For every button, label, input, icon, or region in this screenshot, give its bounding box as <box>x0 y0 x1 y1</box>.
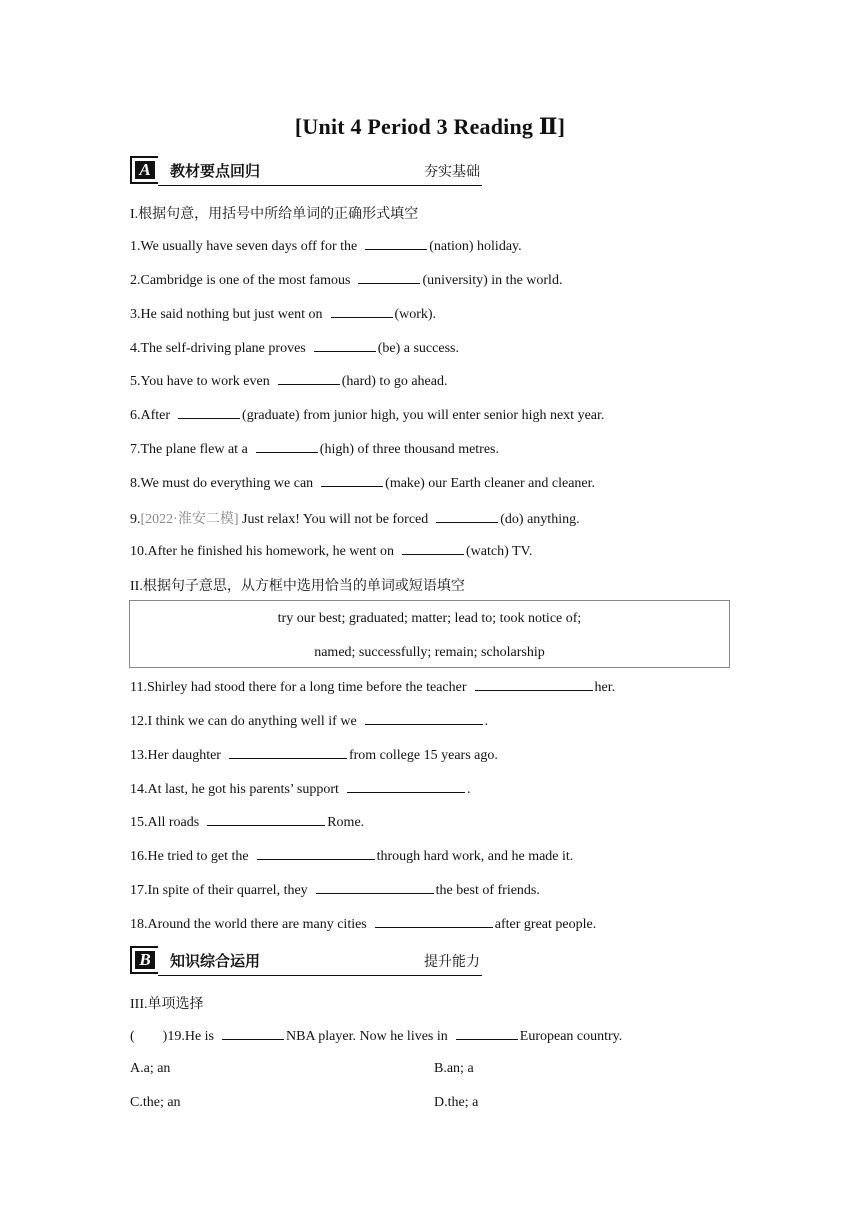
banner-b-tag: 提升能力 <box>424 954 480 970</box>
option-c[interactable]: C.the; an <box>130 1095 181 1110</box>
question-13: 13.Her daughter from college 15 years ago. <box>130 748 498 763</box>
question-18: 18.Around the world there are many cities after great people. <box>130 917 597 932</box>
question-2: 2.Cambridge is one of the most famous (university) in the world. <box>130 273 563 288</box>
answer-blank[interactable] <box>358 271 420 284</box>
banner-b-name: 知识综合运用 <box>170 952 261 970</box>
question-3: 3.He said nothing but just went on (work). <box>130 307 437 322</box>
badge-a-icon: A <box>130 156 158 184</box>
answer-blank[interactable] <box>436 510 498 523</box>
answer-blank[interactable] <box>256 440 318 453</box>
question-10: 10.After he finished his homework, he went on (watch) TV. <box>130 544 533 559</box>
answer-blank[interactable] <box>375 915 493 928</box>
page-title: [Unit 4 Period 3 Reading Ⅱ] <box>294 114 566 139</box>
answer-blank[interactable] <box>278 372 340 385</box>
question-4: 4.The self-driving plane proves (be) a success. <box>130 341 459 356</box>
answer-blank[interactable] <box>347 780 465 793</box>
banner-a-tag: 夯实基础 <box>424 164 480 180</box>
section-heading-1: I.根据句意，用括号中所给单词的正确形式填空 <box>130 207 419 222</box>
banner-b-rule <box>158 975 482 976</box>
section-banner-a <box>130 156 482 186</box>
section-banner-b <box>130 946 482 976</box>
word-bank-line-2: named; successfully; remain; scholarship <box>314 645 545 660</box>
option-a[interactable]: A.a; an <box>130 1061 171 1076</box>
question-16: 16.He tried to get the through hard work, and he made it. <box>130 849 574 864</box>
question-14: 14.At last, he got his parents’ support . <box>130 782 471 797</box>
word-bank-line-1: try our best; graduated; matter; lead to; took notice of; <box>277 611 582 626</box>
option-b[interactable]: B.an; a <box>434 1061 474 1076</box>
question-6: 6.After (graduate) from junior high, you will enter senior high next year. <box>130 408 605 423</box>
answer-blank[interactable] <box>365 712 483 725</box>
answer-blank[interactable] <box>314 339 376 352</box>
question-7: 7.The plane flew at a (high) of three thousand metres. <box>130 442 500 457</box>
answer-blank[interactable] <box>456 1027 518 1040</box>
option-d[interactable]: D.the; a <box>434 1095 479 1110</box>
badge-b-icon: B <box>130 946 158 974</box>
answer-blank[interactable] <box>222 1027 284 1040</box>
answer-blank[interactable] <box>402 542 464 555</box>
word-bank-box <box>129 600 730 668</box>
answer-paren[interactable]: ( ) <box>130 1029 168 1044</box>
question-5: 5.You have to work even (hard) to go ahead. <box>130 374 448 389</box>
question-19: ( )19.He is NBA player. Now he lives in European country. <box>130 1029 623 1044</box>
question-11: 11.Shirley had stood there for a long time before the teacher her. <box>130 680 616 695</box>
section-heading-2: II.根据句子意思，从方框中选用恰当的单词或短语填空 <box>130 579 465 594</box>
question-17: 17.In spite of their quarrel, they the best of friends. <box>130 883 540 898</box>
question-9: 9.[2022·淮安二模] Just relax! You will not be forced (do) anything. <box>130 512 580 527</box>
answer-blank[interactable] <box>475 678 593 691</box>
question-1: 1.We usually have seven days off for the (nation) holiday. <box>130 239 522 254</box>
banner-a-rule <box>158 185 482 186</box>
section-heading-3: III.单项选择 <box>130 997 204 1012</box>
answer-blank[interactable] <box>207 813 325 826</box>
answer-blank[interactable] <box>331 305 393 318</box>
question-15: 15.All roads Rome. <box>130 815 365 830</box>
banner-a-name: 教材要点回归 <box>170 162 261 180</box>
answer-blank[interactable] <box>365 237 427 250</box>
answer-blank[interactable] <box>257 847 375 860</box>
question-8: 8.We must do everything we can (make) our Earth cleaner and cleaner. <box>130 476 596 491</box>
answer-blank[interactable] <box>229 746 347 759</box>
question-12: 12.I think we can do anything well if we . <box>130 714 489 729</box>
answer-blank[interactable] <box>321 474 383 487</box>
answer-blank[interactable] <box>178 406 240 419</box>
question-source: [2022·淮安二模] <box>140 512 239 527</box>
answer-blank[interactable] <box>316 881 434 894</box>
